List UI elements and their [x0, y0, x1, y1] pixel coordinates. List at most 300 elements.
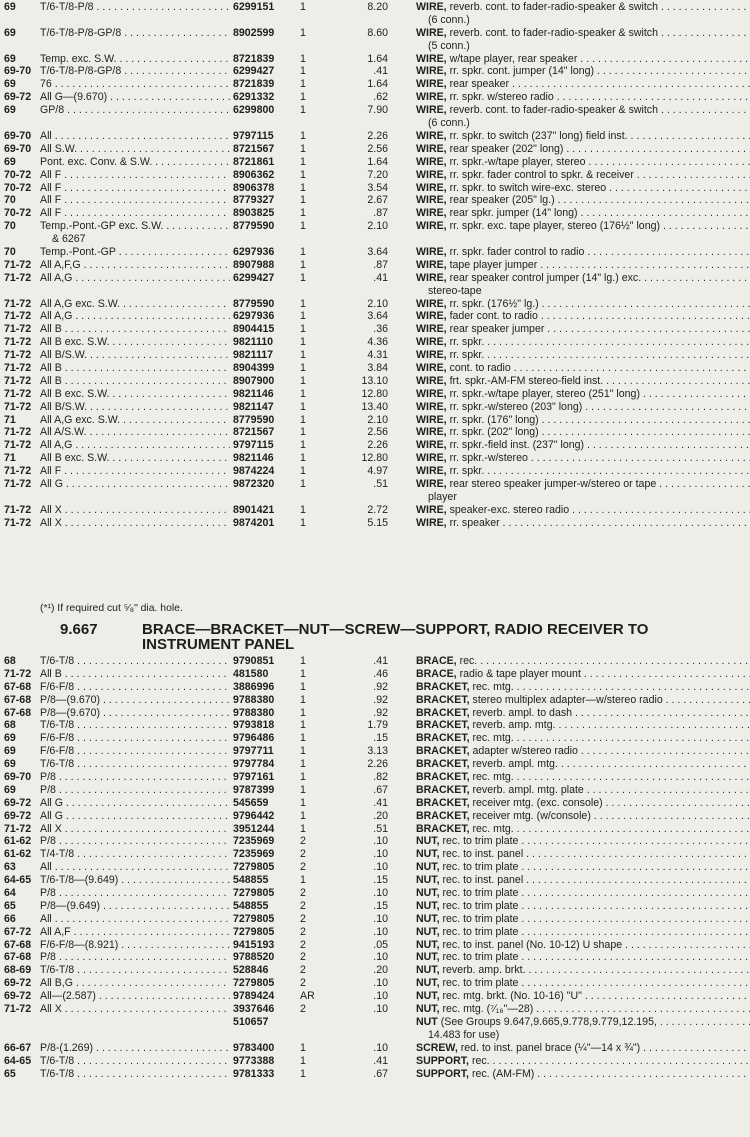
description-text: rear spkr. jumper (14" long): [449, 207, 578, 220]
table-row: [0, 91, 750, 104]
price-cell: 13.40: [361, 400, 388, 413]
quantity-cell: 1: [300, 374, 306, 387]
part-number-cell: 7235969: [233, 835, 295, 848]
part-number-cell: 8779327: [233, 194, 295, 207]
year-cell: 69-70: [4, 142, 32, 155]
year-cell: 71-72: [4, 667, 32, 680]
part-number-cell: 528846: [233, 964, 295, 977]
description-cell: [416, 478, 750, 491]
year-cell: 68: [4, 719, 16, 732]
price-cell: .20: [373, 964, 388, 977]
description-cell: [416, 220, 750, 233]
model-cell: P/8 . . .: [40, 771, 230, 784]
table-row: [0, 388, 750, 401]
model-cell: All A,F . . .: [40, 926, 230, 939]
quantity-cell: 1: [300, 478, 306, 491]
table-row: [0, 771, 750, 784]
year-cell: 69: [4, 732, 16, 745]
quantity-cell: 1: [300, 271, 306, 284]
model-cell: T/6-T/8 . . .: [40, 758, 230, 771]
price-cell: .10: [373, 951, 388, 964]
description-keyword: NUT: [416, 1015, 438, 1028]
quantity-cell: 1: [300, 142, 306, 155]
description-text: rr. spkr.-w/tape player, stereo (251" long): [449, 387, 640, 400]
description-cell: [416, 990, 750, 1003]
price-cell: .10: [373, 1041, 388, 1054]
description-keyword: WIRE,: [416, 181, 447, 194]
model-cell: All A,G exc. S.W. . . .: [40, 414, 230, 427]
year-cell: 71: [4, 413, 16, 426]
description-cell: [416, 426, 750, 439]
description-text: rec. to trim plate: [442, 887, 519, 900]
table-row: [0, 27, 750, 53]
description-text: rr. spkr.-w/tape player, stereo: [449, 155, 586, 168]
year-cell: 71-72: [4, 374, 32, 387]
model-cell: All F . . .: [40, 194, 230, 207]
description-text: rec.: [459, 655, 478, 667]
part-number-cell: 8721839: [233, 78, 295, 91]
description-cell: [416, 156, 750, 169]
model-cell: All—(2.587) . . .: [40, 990, 230, 1003]
part-number-cell: 9821146: [233, 452, 295, 465]
quantity-cell: 2: [300, 951, 306, 964]
quantity-cell: 1: [300, 26, 306, 39]
description-keyword: WIRE,: [416, 323, 447, 336]
part-number-cell: 9821110: [233, 336, 295, 349]
description-keyword: NUT,: [416, 899, 440, 912]
part-number-cell: 7279805: [233, 887, 295, 900]
table-row: [0, 65, 750, 78]
table-row: [0, 732, 750, 745]
description-text: rr. spkr. fader control to spkr. & receiver: [449, 168, 634, 181]
description-keyword: WIRE,: [416, 207, 447, 220]
description-keyword: BRACKET,: [416, 822, 470, 835]
part-number-cell: 9797711: [233, 745, 295, 758]
table-row: [0, 874, 750, 887]
price-cell: .51: [373, 822, 388, 835]
table-row: [0, 1016, 750, 1042]
table-row: [0, 375, 750, 388]
description-cell: [416, 362, 750, 375]
table-row: [0, 835, 750, 848]
description-text: rr. spkr. (176½" lg.): [449, 297, 539, 310]
description-text: rr. spkr.-w/stereo: [449, 452, 528, 465]
table-row: [0, 414, 750, 427]
description-cell: [416, 194, 750, 207]
year-cell: 64-65: [4, 1054, 32, 1067]
quantity-cell: 1: [300, 426, 306, 439]
table-row: [0, 336, 750, 349]
part-number-cell: 481580: [233, 668, 295, 681]
table-row: [0, 1, 750, 27]
description-text: reverb. ampl. mtg. plate: [472, 783, 584, 796]
description-keyword: WIRE,: [416, 129, 447, 142]
quantity-cell: 2: [300, 848, 306, 861]
model-cell: All B . . .: [40, 668, 230, 681]
table-row: [0, 719, 750, 732]
quantity-cell: 1: [300, 336, 306, 349]
model-cell: All . . .: [40, 861, 230, 874]
quantity-cell: 1: [300, 194, 306, 207]
part-number-cell: 8721839: [233, 53, 295, 66]
quantity-cell: 1: [300, 758, 306, 771]
description-cell: [416, 887, 750, 900]
description-cell: [416, 1016, 750, 1029]
description-text: reverb. amp. brkt.: [442, 964, 526, 977]
part-number-cell: 7279805: [233, 861, 295, 874]
part-number-cell: 6299800: [233, 104, 295, 117]
year-cell: 69-72: [4, 796, 32, 809]
part-number-cell: 8903825: [233, 207, 295, 220]
description-keyword: WIRE,: [416, 516, 447, 529]
quantity-cell: 1: [300, 693, 306, 706]
description-text: rec. mtg. (⁷⁄₁₆"—28): [442, 1003, 534, 1016]
model-cell: All A,G exc. S.W. . . .: [40, 298, 230, 311]
description-text: reverb. cont. to fader-radio-speaker & switch: [449, 26, 658, 39]
table-row: [0, 246, 750, 259]
description-text: fader cont. to radio: [449, 310, 538, 323]
part-number-cell: 8721567: [233, 143, 295, 156]
quantity-cell: 1: [300, 452, 306, 465]
model-cell: P/8 . . .: [40, 835, 230, 848]
model-cell: All B exc. S.W. . . .: [40, 336, 230, 349]
year-cell: 69-72: [4, 91, 32, 104]
description-cell: [416, 926, 750, 939]
part-number-cell: 8721567: [233, 426, 295, 439]
description-text: rec. to trim plate: [442, 835, 519, 848]
description-cell: [416, 874, 750, 887]
model-cell: T/6-T/8-P/8 . . .: [40, 1, 230, 14]
part-number-cell: 9787399: [233, 784, 295, 797]
quantity-cell: 1: [300, 168, 306, 181]
table-row: [0, 517, 750, 530]
quantity-cell: 1: [300, 245, 306, 258]
description-cell: [416, 861, 750, 874]
model-cell: All X . . .: [40, 517, 230, 530]
part-number-cell: 6297936: [233, 246, 295, 259]
year-cell: 69: [4, 745, 16, 758]
table-row: [0, 465, 750, 478]
model-cell: All . . .: [40, 913, 230, 926]
description-keyword: WIRE,: [416, 387, 447, 400]
quantity-cell: 1: [300, 655, 306, 667]
price-cell: .41: [373, 1054, 388, 1067]
quantity-cell: 1: [300, 362, 306, 375]
description-keyword: BRACE,: [416, 667, 457, 680]
quantity-cell: 1: [300, 297, 306, 310]
price-cell: .92: [373, 693, 388, 706]
year-cell: 64-65: [4, 874, 32, 887]
description-keyword: NUT,: [416, 874, 440, 887]
description-cell: [416, 298, 750, 311]
description-continuation: (6 conn.): [428, 117, 470, 130]
part-number-cell: 9783400: [233, 1042, 295, 1055]
part-number-cell: 8721861: [233, 156, 295, 169]
price-cell: 8.60: [367, 26, 388, 39]
quantity-cell: 1: [300, 181, 306, 194]
description-cell: [416, 349, 750, 362]
year-cell: 71-72: [4, 400, 32, 413]
description-keyword: SUPPORT,: [416, 1054, 469, 1067]
price-cell: .62: [373, 91, 388, 104]
quantity-cell: AR: [300, 990, 315, 1003]
description-text: reverb. ampl. mtg.: [472, 758, 558, 771]
model-cell: All B/S.W. . . .: [40, 349, 230, 362]
part-number-cell: 8779590: [233, 298, 295, 311]
model-cell: T/6-T/8 . . .: [40, 1068, 230, 1081]
model-cell: All B . . .: [40, 375, 230, 388]
description-text: stereo multiplex adapter—w/stereo radio: [472, 693, 663, 706]
table-row: [0, 207, 750, 220]
description-keyword: WIRE,: [416, 413, 447, 426]
price-cell: 2.67: [367, 194, 388, 207]
model-cell: Temp.-Pont.-GP exc. S.W. . . .: [40, 220, 230, 233]
part-number-cell: 9797115: [233, 130, 295, 143]
description-text: rear speaker (205" lg.): [449, 194, 555, 207]
quantity-cell: 2: [300, 938, 306, 951]
description-text: rec. to trim plate: [442, 912, 519, 925]
table-row: [0, 310, 750, 323]
description-keyword: BRACKET,: [416, 809, 470, 822]
description-cell: [416, 951, 750, 964]
description-text: rec. to trim plate: [442, 951, 519, 964]
part-number-cell: 9796442: [233, 810, 295, 823]
part-number-cell: 8904415: [233, 323, 295, 336]
model-cell: All A,G . . .: [40, 439, 230, 452]
description-cell: [416, 771, 750, 784]
table-row: [0, 1003, 750, 1016]
description-text: tape player jumper: [449, 258, 538, 271]
quantity-cell: 1: [300, 349, 306, 362]
part-number-cell: 8902599: [233, 27, 295, 40]
description-cell: [416, 272, 750, 285]
description-cell: [416, 91, 750, 104]
quantity-cell: 1: [300, 732, 306, 745]
year-cell: 61-62: [4, 848, 32, 861]
model-cell: All A,G . . .: [40, 310, 230, 323]
year-cell: 70: [4, 220, 16, 233]
price-cell: 13.10: [361, 374, 388, 387]
table-row: [0, 323, 750, 336]
description-continuation: (5 conn.): [428, 39, 470, 52]
description-cell: [416, 1042, 750, 1055]
wire-parts-section: [0, 1, 750, 530]
year-cell: 69: [4, 758, 16, 771]
part-number-cell: 9797115: [233, 439, 295, 452]
model-cell: All F . . .: [40, 207, 230, 220]
description-keyword: NUT,: [416, 925, 440, 938]
price-cell: .10: [373, 848, 388, 861]
table-row: [0, 848, 750, 861]
description-cell: [416, 1068, 750, 1081]
table-row: [0, 990, 750, 1003]
model-cell: Temp.-Pont.-GP . . .: [40, 246, 230, 259]
quantity-cell: 1: [300, 439, 306, 452]
description-cell: [416, 758, 750, 771]
quantity-cell: 2: [300, 861, 306, 874]
description-keyword: WIRE,: [416, 426, 447, 439]
quantity-cell: 1: [300, 104, 306, 117]
description-text: rr. spkr.: [449, 336, 485, 349]
description-keyword: NUT,: [416, 951, 440, 964]
description-text: rr. spkr. (176" long): [449, 413, 539, 426]
price-cell: 7.20: [367, 168, 388, 181]
model-cell: All F . . .: [40, 182, 230, 195]
description-cell: [416, 439, 750, 452]
description-keyword: WIRE,: [416, 1, 447, 13]
price-cell: .05: [373, 938, 388, 951]
description-continuation: 14.483 for use): [428, 1028, 500, 1041]
description-keyword: WIRE,: [416, 439, 447, 452]
description-keyword: BRACKET,: [416, 745, 470, 758]
price-cell: .92: [373, 706, 388, 719]
year-cell: 71-72: [4, 1003, 32, 1016]
year-cell: 69-72: [4, 977, 32, 990]
table-row: [0, 220, 750, 246]
model-cell: T/6-T/8 . . .: [40, 655, 230, 668]
year-cell: 71-72: [4, 822, 32, 835]
year-cell: 70: [4, 194, 16, 207]
model-cell: T/6-T/8—(9.649) . . .: [40, 874, 230, 887]
part-number-cell: 6299427: [233, 272, 295, 285]
description-text: rec. to trim plate: [442, 977, 519, 990]
description-cell: [416, 27, 750, 40]
part-number-cell: 9874224: [233, 465, 295, 478]
description-text: rec. to trim plate: [442, 899, 519, 912]
description-keyword: NUT,: [416, 990, 440, 1003]
description-keyword: WIRE,: [416, 465, 447, 478]
table-row: [0, 78, 750, 91]
description-keyword: NUT,: [416, 848, 440, 861]
description-text: receiver mtg. (exc. console): [472, 796, 603, 809]
description-keyword: WIRE,: [416, 336, 447, 349]
model-cell: All G . . .: [40, 810, 230, 823]
table-row: [0, 259, 750, 272]
quantity-cell: 2: [300, 925, 306, 938]
year-cell: 65: [4, 1067, 16, 1080]
description-cell: [416, 900, 750, 913]
part-number-cell: 545659: [233, 797, 295, 810]
quantity-cell: 1: [300, 1067, 306, 1080]
table-row: [0, 745, 750, 758]
description-cell: [416, 964, 750, 977]
quantity-cell: 1: [300, 465, 306, 478]
part-number-cell: 548855: [233, 874, 295, 887]
year-cell: 71-72: [4, 426, 32, 439]
section-title-line1: BRACE—BRACKET—NUT—SCREW—SUPPORT, RADIO RECEIVER TO: [142, 621, 649, 638]
quantity-cell: 1: [300, 1041, 306, 1054]
model-cell: P/8-(1.269) . . .: [40, 1042, 230, 1055]
part-number-cell: 9797784: [233, 758, 295, 771]
description-keyword: NUT,: [416, 964, 440, 977]
part-number-cell: 9796486: [233, 732, 295, 745]
table-row: [0, 426, 750, 439]
description-continuation: player: [428, 490, 457, 503]
description-keyword: NUT,: [416, 861, 440, 874]
description-cell: [416, 130, 750, 143]
model-cell: All G . . .: [40, 478, 230, 491]
year-cell: 71-72: [4, 465, 32, 478]
description-text: (See Groups 9.647,9.665,9.778,9.779,12.195,: [440, 1015, 657, 1028]
description-cell: [416, 143, 750, 156]
quantity-cell: 1: [300, 387, 306, 400]
description-keyword: SCREW,: [416, 1041, 458, 1054]
table-row: [0, 926, 750, 939]
model-cell: All A,F,G . . .: [40, 259, 230, 272]
model-cell: Pont. exc. Conv. & S.W. . . .: [40, 156, 230, 169]
part-number-cell: 548855: [233, 900, 295, 913]
description-text: receiver mtg. (w/console): [472, 809, 591, 822]
year-cell: 71-72: [4, 336, 32, 349]
part-number-cell: 9788380: [233, 707, 295, 720]
price-cell: 1.64: [367, 52, 388, 65]
description-text: rear speaker (202" long): [449, 142, 564, 155]
description-keyword: BRACKET,: [416, 706, 470, 719]
description-text: rr. spkr. exc. tape player, stereo (176½" long): [449, 220, 661, 233]
description-cell: [416, 732, 750, 745]
model-cell: All B exc. S.W. . . .: [40, 388, 230, 401]
part-number-cell: 3886996: [233, 681, 295, 694]
description-cell: [416, 810, 750, 823]
model-cell: All G—(9.670) . . .: [40, 91, 230, 104]
description-text: rec. mtg.: [472, 732, 514, 745]
year-cell: 69: [4, 78, 16, 91]
year-cell: 71-72: [4, 439, 32, 452]
year-cell: 69: [4, 1, 16, 13]
price-cell: 7.90: [367, 104, 388, 117]
description-cell: [416, 53, 750, 66]
year-cell: 64: [4, 887, 16, 900]
part-number-cell: 8907988: [233, 259, 295, 272]
year-cell: 70-72: [4, 207, 32, 220]
year-cell: 69: [4, 783, 16, 796]
description-cell: [416, 310, 750, 323]
part-number-cell: 3951244: [233, 823, 295, 836]
table-row: [0, 439, 750, 452]
table-row: [0, 964, 750, 977]
quantity-cell: 2: [300, 964, 306, 977]
description-keyword: BRACE,: [416, 655, 457, 667]
model-cell: All X . . .: [40, 1003, 230, 1016]
year-cell: 69-70: [4, 129, 32, 142]
model-cell: All B . . .: [40, 362, 230, 375]
description-text: rec. mtg.: [472, 771, 514, 784]
model-cell: All X . . .: [40, 823, 230, 836]
description-keyword: BRACKET,: [416, 796, 470, 809]
description-keyword: WIRE,: [416, 155, 447, 168]
description-keyword: NUT,: [416, 835, 440, 848]
table-row: [0, 861, 750, 874]
model-cell: All S.W. . . .: [40, 143, 230, 156]
part-number-cell: 9781333: [233, 1068, 295, 1081]
model-cell: GP/8 . . .: [40, 104, 230, 117]
table-row: [0, 694, 750, 707]
quantity-cell: 1: [300, 680, 306, 693]
model-cell: All . . .: [40, 130, 230, 143]
quantity-cell: 1: [300, 155, 306, 168]
quantity-cell: 1: [300, 1054, 306, 1067]
price-cell: .15: [373, 732, 388, 745]
description-text: rec. mtg.: [472, 822, 514, 835]
price-cell: 3.54: [367, 181, 388, 194]
part-number-cell: 9773388: [233, 1055, 295, 1068]
quantity-cell: 1: [300, 706, 306, 719]
model-cell: P/8—(9.670) . . .: [40, 707, 230, 720]
description-keyword: WIRE,: [416, 245, 447, 258]
description-continuation: (6 conn.): [428, 13, 470, 26]
price-cell: .10: [373, 1003, 388, 1016]
price-cell: .41: [373, 796, 388, 809]
